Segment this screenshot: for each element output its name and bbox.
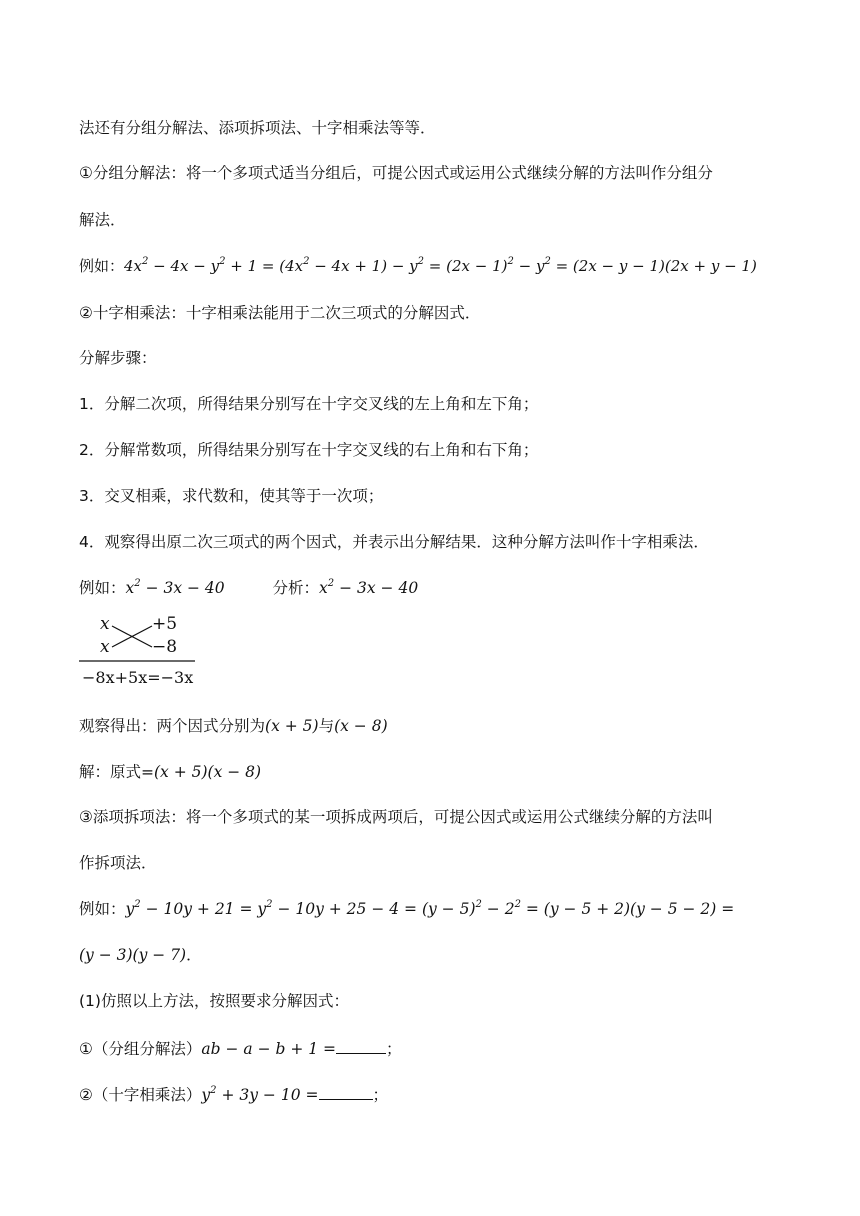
step-1: 1．分解二次项，所得结果分别写在十字交叉线的左上角和左下角； (79, 395, 539, 413)
cross-left-top: x (100, 614, 110, 634)
step-3: 3．交叉相乘，求代数和，使其等于一次项； (79, 487, 384, 505)
intro-text: 法还有分组分解法、添项拆项法、十字相乘法等等． (79, 119, 436, 137)
split-definition-line1: ③添项拆项法：将一个多项式的某一项拆成两项后，可提公因式或运用公式继续分解的方法叫 (79, 808, 713, 826)
grouping-definition-line2 (79, 209, 126, 231)
question-1b-line: ②（十字相乘法）$y^2 + 3y - 10$ = ； (79, 1082, 388, 1106)
step-2: 2．分解常数项，所得结果分别写在十字交叉线的右上角和右下角； (79, 441, 539, 459)
grouping-definition-text: ①分组分解法：将一个多项式适当分组后，可提公因式或运用公式继续分解的方法叫作分组分 (79, 164, 713, 182)
answer-blank-1b[interactable] (319, 1082, 373, 1100)
cross-left-bottom: x (100, 637, 110, 657)
intro-line (79, 117, 436, 139)
observe-line: 观察得出：两个因式分别为(x + 5)与(x − 8) (79, 717, 388, 735)
solution-line: 解：原式=(x + 5)(x − 8) (79, 763, 262, 781)
cross-multiplication-diagram (79, 607, 199, 691)
grouping-example-line (79, 255, 757, 277)
question-1a-expression: ab − a − b + 1 = (201, 1040, 337, 1058)
cross-right-bottom: −8 (152, 637, 178, 657)
split-example-line2: (y − 3)(y − 7)． (79, 946, 202, 964)
step-4: 4．观察得出原二次三项式的两个因式，并表示出分解结果．这种分解方法叫作十字相乘法． (79, 533, 709, 551)
cross-right-top: +5 (152, 614, 178, 634)
factor-1: (x + 5) (265, 717, 319, 735)
question-1-line: (1)仿照以上方法，按照要求分解因式： (79, 992, 349, 1010)
split-example-formula: $y^2 - 10y + 21 = y^2 - 10y + 25 - 4 = (y - 5)^2 - 2^2 = (y - 5 + 2)(y - 5 - 2)$ = (125, 898, 735, 918)
example-label: 例如： (79, 257, 125, 275)
grouping-definition-line1 (79, 162, 713, 184)
cross-result: −8x+5x=−3x (82, 668, 194, 687)
solution-formula: (x + 5)(x − 8) (154, 763, 262, 781)
grouping-example-formula: $4x^2 - 4x - y^2 + 1 = (4x^2 - 4x + 1) - y^2 = (2x - 1)^2 - y^2 = (2x - y - 1)(2x + y - 1)$ (124, 256, 757, 275)
cross-example-formula: $x^2 - 3x - 40$ (125, 577, 225, 597)
factor-2: (x − 8) (334, 717, 388, 735)
answer-blank-1a[interactable] (336, 1036, 386, 1054)
cross-example-line: 例如：$x^2 - 3x - 40$ 分析：$x^2 - 3x - 40$ (79, 577, 419, 597)
cross-definition-text: ②十字相乘法：十字相乘法能用于二次三项式的分解因式． (79, 304, 481, 322)
cross-definition-line (79, 302, 480, 324)
analysis-formula: $x^2 - 3x - 40$ (319, 577, 419, 597)
split-example-line1: 例如：$y^2 - 10y + 21 = y^2 - 10y + 25 - 4 = (y - 5)^2 - 2^2 = (y - 5 + 2)(y - 5 - 2)$ = (79, 898, 735, 918)
split-example-result: (y − 3)(y − 7) (79, 946, 187, 964)
grouping-definition-text-end: 解法． (79, 211, 126, 229)
steps-title-line (79, 347, 157, 369)
steps-title: 分解步骤： (79, 349, 157, 367)
question-1b-expression: $y^2 + 3y - 10$ = (201, 1084, 319, 1104)
question-1a-line: ①（分组分解法）ab − a − b + 1 = ； (79, 1036, 402, 1060)
analysis-label: 分析： (272, 579, 320, 597)
split-definition-line2: 作拆项法． (79, 854, 157, 872)
